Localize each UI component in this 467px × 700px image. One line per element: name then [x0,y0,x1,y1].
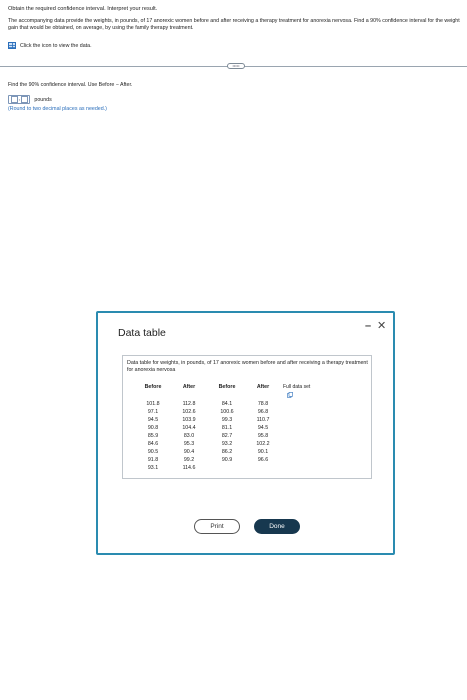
table-cell: 84.1 [221,401,233,407]
table-cell: 90.5 [147,449,159,455]
table-cell: 112.8 [182,401,196,407]
table-cell: 85.9 [147,433,159,439]
table-cell: 94.5 [147,417,159,423]
table-cell: 114.6 [182,465,196,471]
table-cell: 97.1 [147,409,159,415]
question-title: Obtain the required confidence interval. Interpret your result. [8,6,158,12]
after-column-1 [175,384,203,472]
close-icon[interactable]: ✕ [377,320,387,332]
upper-bound-field[interactable] [18,96,28,103]
table-cell: 95.3 [183,441,195,447]
table-cell: 110.7 [256,417,270,423]
interval-separator: , [18,96,20,102]
column-header: After [182,384,196,390]
table-cell: 90.4 [183,449,195,455]
data-table-panel [122,355,372,479]
table-cell: 96.6 [257,457,269,463]
view-data-label[interactable]: Click the icon to view the data. [20,42,92,49]
question-body: The accompanying data provide the weights, in pounds, of 17 anorexic women before and after receiving a therapy treatment for anorexia nervosa. Find a 90% confidence interval for the weight gain that would be obtained, on average, by using the family therapy treatment. [8,18,460,32]
table-cell: 102.6 [182,409,196,415]
table-cell: 93.2 [221,441,233,447]
view-data-link[interactable] [8,42,92,49]
expand-toggle[interactable]: ••••• [227,63,245,69]
table-cell: 84.6 [147,441,159,447]
column-header: Before [218,384,236,390]
table-cell: 100.6 [220,409,234,415]
column-header: After [256,384,270,390]
after-column-2 [250,384,276,464]
before-column-2 [211,384,243,464]
interval-input[interactable] [8,95,30,104]
table-cell: 81.1 [221,425,233,431]
rounding-note: (Round to two decimal places as needed.) [8,106,107,112]
copy-icon[interactable] [287,392,293,398]
unit-label: pounds [34,96,52,103]
done-button[interactable]: Done [254,519,300,534]
answer-row [8,95,52,104]
table-cell: 78.8 [257,401,269,407]
table-cell: 102.2 [256,441,270,447]
table-cell: 83.0 [183,433,195,439]
find-instruction: Find the 90% confidence interval. Use Before − After. [8,82,133,88]
column-header: Before [144,384,162,390]
data-table-dialog [96,311,395,555]
table-icon[interactable] [8,42,16,49]
table-cell: 91.8 [147,457,159,463]
dialog-title: Data table [118,327,166,339]
table-cell: 99.3 [221,417,233,423]
table-caption: Data table for weights, in pounds, of 17 anorexic women before and after receiving a therapy treatment for anorexia nervosa [127,360,368,373]
full-data-set-label: Full data set [283,384,311,390]
table-cell: 90.8 [147,425,159,431]
table-cell: 90.1 [257,449,269,455]
print-button[interactable]: Print [194,519,240,534]
lower-bound-field[interactable] [11,96,18,103]
table-cell: 101.8 [146,401,160,407]
minimize-icon[interactable]: – [365,320,372,332]
table-cell: 104.4 [182,425,196,431]
table-cell: 93.1 [147,465,159,471]
table-cell: 95.8 [257,433,269,439]
table-cell: 103.9 [182,417,196,423]
table-cell: 86.2 [221,449,233,455]
table-cell: 99.2 [183,457,195,463]
table-cell: 90.9 [221,457,233,463]
table-cell: 94.5 [257,425,269,431]
table-cell: 96.8 [257,409,269,415]
before-column-1 [139,384,167,472]
table-cell: 82.7 [221,433,233,439]
